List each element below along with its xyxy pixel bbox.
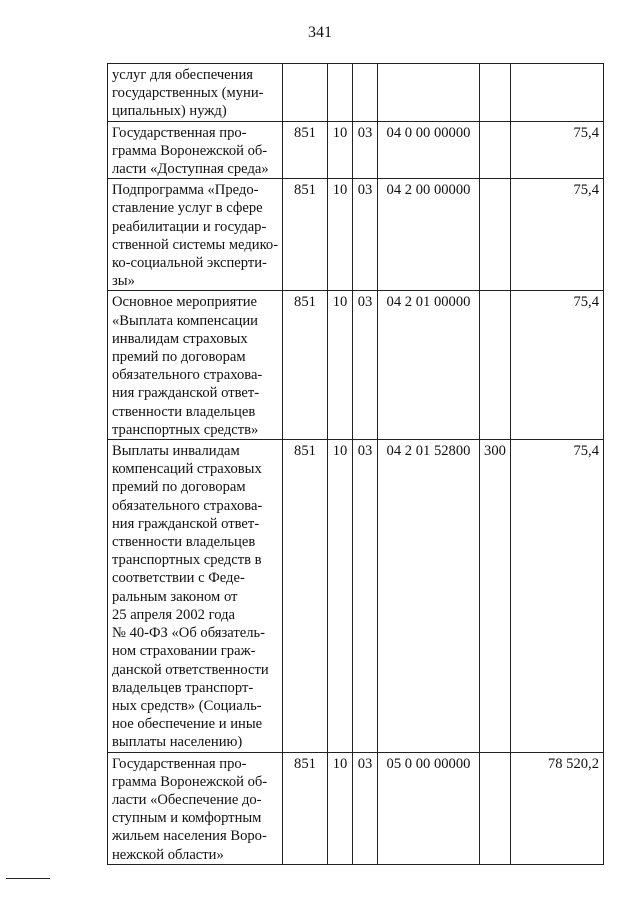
item-name-line: № 40-ФЗ «Об обязатель- (112, 625, 266, 642)
item-name-line: ступным и комфортным (112, 810, 262, 827)
amount-cell: 75,4 (511, 291, 604, 440)
section-cell: 10 (328, 291, 353, 440)
admin-code-cell: 851 (283, 752, 328, 864)
item-name-line: владельцев транспорт- (112, 679, 254, 696)
item-name-line: ласти «Обеспечение до- (112, 791, 262, 808)
item-name-cell (108, 752, 283, 864)
table-row (108, 752, 604, 864)
item-name-line: грамма Воронежской об- (112, 773, 268, 790)
item-name-line: инвалидам страховых (112, 330, 248, 347)
table-row (108, 121, 604, 179)
page-number: 341 (308, 24, 332, 41)
item-name-cell (108, 64, 283, 122)
item-name-line: ственной системы медико- (112, 236, 279, 253)
item-name-line: данской ответственности (112, 661, 269, 678)
subsection-cell (353, 64, 378, 122)
budget-table-body (108, 64, 604, 865)
subsection-cell: 03 (353, 440, 378, 752)
amount-cell: 75,4 (511, 440, 604, 752)
admin-code-cell: 851 (283, 291, 328, 440)
item-name-line: обязательного страхова- (112, 497, 263, 514)
table-row (108, 179, 604, 291)
item-name-line: ния гражданской ответ- (112, 515, 260, 532)
footnote-rule (6, 878, 50, 879)
item-name-line: услуг для обеспечения (112, 67, 253, 83)
item-name-line: ственности владельцев (112, 403, 256, 420)
item-name-line: транспортных средств» (112, 421, 259, 438)
item-name-line: реабилитации и государ- (112, 218, 267, 235)
item-name-line: выплаты населению) (112, 734, 243, 751)
target-article-cell: 05 0 00 00000 (378, 752, 480, 864)
item-name-line: премий по договорам (112, 479, 246, 496)
item-name-line: ния гражданской ответ- (112, 385, 260, 402)
item-name-line: 25 апреля 2002 года (112, 606, 235, 623)
item-name-line: грамма Воронежской об- (112, 142, 268, 159)
item-name-line: ное обеспечение и иные (112, 716, 263, 733)
section-cell: 10 (328, 440, 353, 752)
item-name-line: ном страховании граж- (112, 643, 256, 660)
expense-type-cell (480, 179, 511, 291)
item-name-line: Подпрограмма «Предо- (112, 182, 259, 199)
item-name-line: ласти «Доступная среда» (112, 161, 269, 178)
table-row (108, 64, 604, 122)
amount-cell: 75,4 (511, 179, 604, 291)
expense-type-cell (480, 64, 511, 122)
section-cell (328, 64, 353, 122)
admin-code-cell: 851 (283, 121, 328, 179)
item-name-line: «Выплата компенсации (112, 312, 258, 329)
target-article-cell: 04 2 01 00000 (378, 291, 480, 440)
item-name-line: зы» (112, 273, 135, 290)
item-name-line: государственных (муни- (112, 85, 264, 102)
item-name-line: жильем населения Воро- (112, 828, 267, 845)
target-article-cell (378, 64, 480, 122)
section-cell: 10 (328, 121, 353, 179)
item-name-line: ных средств» (Социаль- (112, 697, 262, 714)
table-row (108, 291, 604, 440)
item-name-line: ципальных) нужд) (112, 103, 227, 120)
section-cell: 10 (328, 752, 353, 864)
amount-cell: 75,4 (511, 121, 604, 179)
target-article-cell: 04 0 00 00000 (378, 121, 480, 179)
expense-type-cell (480, 121, 511, 179)
subsection-cell: 03 (353, 291, 378, 440)
budget-table (107, 63, 604, 865)
item-name-line: ственности владельцев (112, 534, 256, 551)
item-name-line: транспортных средств в (112, 552, 262, 569)
section-cell: 10 (328, 179, 353, 291)
expense-type-cell (480, 752, 511, 864)
item-name-line: нежской области» (112, 846, 224, 863)
target-article-cell: 04 2 01 52800 (378, 440, 480, 752)
subsection-cell: 03 (353, 179, 378, 291)
item-name-line: соответствии с Феде- (112, 570, 245, 587)
item-name-line: ко-социальной эксперти- (112, 255, 267, 272)
amount-cell (511, 64, 604, 122)
expense-type-cell (480, 291, 511, 440)
item-name-line: ставление услуг в сфере (112, 200, 263, 217)
item-name-line: ральным законом от (112, 588, 238, 605)
admin-code-cell (283, 64, 328, 122)
item-name-line: Государственная про- (112, 124, 247, 141)
item-name-cell (108, 291, 283, 440)
target-article-cell: 04 2 00 00000 (378, 179, 480, 291)
amount-cell: 78 520,2 (511, 752, 604, 864)
admin-code-cell: 851 (283, 440, 328, 752)
item-name-line: Выплаты инвалидам (112, 443, 240, 460)
item-name-line: Основное мероприятие (112, 294, 258, 311)
table-row (108, 440, 604, 752)
item-name-cell (108, 179, 283, 291)
item-name-line: премий по договорам (112, 349, 246, 366)
item-name-line: Государственная про- (112, 755, 247, 772)
subsection-cell: 03 (353, 121, 378, 179)
expense-type-cell: 300 (480, 440, 511, 752)
item-name-line: компенсаций страховых (112, 461, 262, 478)
item-name-cell (108, 440, 283, 752)
item-name-line: обязательного страхова- (112, 367, 263, 384)
admin-code-cell: 851 (283, 179, 328, 291)
item-name-cell (108, 121, 283, 179)
subsection-cell: 03 (353, 752, 378, 864)
